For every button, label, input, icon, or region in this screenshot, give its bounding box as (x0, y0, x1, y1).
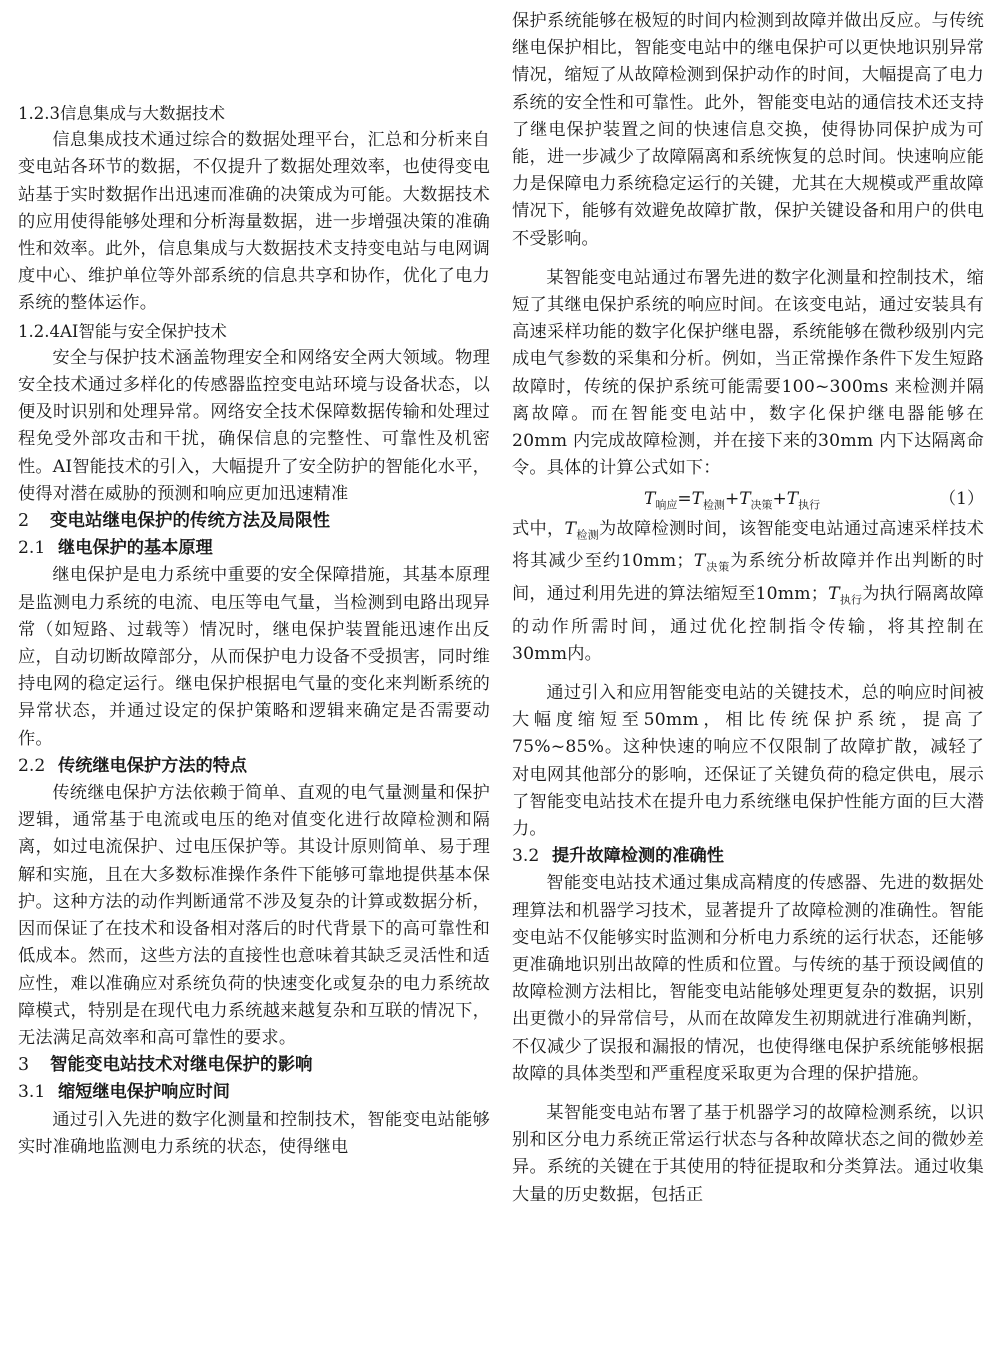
paragraph: 某智能变电站通过布署先进的数字化测量和控制技术，缩短了其继电保护系统的响应时间。在该变电站，通过安装具有高速采样功能的数字化保护继电器，系统能够在微秒级别内完成电气参数的采集和分析。例如，当正常操作条件下发生短路故障时，传统的保护系统可能需要100~300ms 来检测并隔离故障。而在智能变电站中，数字化保护继电器能够在20mm 内完成故障检测，并在接下来的30mm 内下达隔离命令。具体的计算公式如下： (512, 267, 984, 479)
section-1-2-3-heading (18, 100, 490, 127)
section-2-1-heading (18, 535, 490, 562)
section-title: 继电保护的基本原理 (58, 538, 213, 559)
section-number: 2.1 (18, 538, 46, 559)
paragraph: 继电保护是电力系统中重要的安全保障措施，其基本原理是监测电力系统的电流、电压等电气量，当检测到电路出现异常（如短路、过载等）情况时，继电保护装置能迅速作出反应，自动切断故障部分，从而保护电力设备不受损害，同时维持电网的稳定运行。继电保护根据电气量的变化来判断系统的异常状态，并通过设定的保护策略和逻辑来确定是否需要动作。 (18, 565, 490, 749)
section-number: 3.1 (18, 1082, 46, 1103)
section-3-1-heading (18, 1079, 490, 1106)
section-title: AI智能与安全保护技术 (59, 321, 227, 341)
section-title: 提升故障检测的准确性 (552, 846, 724, 867)
right-column (512, 8, 984, 1209)
section-2-heading (18, 508, 490, 535)
section-title: 缩短继电保护响应时间 (58, 1082, 230, 1103)
section-3-heading (18, 1052, 490, 1079)
paragraph: 传统继电保护方法依赖于简单、直观的电气量测量和保护逻辑，通常基于电流或电压的绝对值变化进行故障检测和隔离，如过电流保护、过电压保护等。其设计原则简单、易于理解和实施，且在大多数标准操作条件下能够可靠地提供基本保护。这种方法的动作判断通常不涉及复杂的计算或数据分析，因而保证了在技术和设备相对落后的时代背景下的高可靠性和低成本。然而，这些方法的直接性也意味着其缺乏灵活性和适应性，难以准确应对系统负荷的快速变化或复杂的电力系统故障模式，特别是在现代电力系统越来越复杂和互联的情况下，无法满足高效率和高可靠性的要求。 (18, 783, 490, 1048)
equation-number: （1） (939, 489, 984, 510)
paragraph: 信息集成技术通过综合的数据处理平台，汇总和分析来自变电站各环节的数据，不仅提升了数据处理效率，也使得变电站基于实时数据作出迅速而准确的决策成为可能。大数据技术的应用使得能够处理和分析海量数据，进一步增强决策的准确性和效率。此外，信息集成与大数据技术支持变电站与电网调度中心、维护单位等外部系统的信息共享和协作，优化了电力系统的整体运作。 (18, 130, 490, 314)
equation-expression: $T_{响应}=T_{检测}+T_{决策}+T_{执行}$ (644, 489, 821, 512)
section-title: 智能变电站技术对继电保护的影响 (50, 1055, 313, 1076)
section-number: 2 (18, 511, 30, 532)
section-number: 3.2 (512, 846, 540, 867)
equation-1 (512, 486, 984, 513)
section-title: 传统继电保护方法的特点 (58, 755, 248, 776)
section-2-2-heading (18, 753, 490, 780)
section-title: 变电站继电保护的传统方法及局限性 (50, 511, 330, 532)
equation-explanation: 式中，$T_{检测}$为故障检测时间，该智能变电站通过高速采样技术将其减少至约10mm；$T_{决策}$为系统分析故障并作出判断的时间，通过利用先进的算法缩短至10mm；$T_{执行}$为执行隔离故障的动作所需时间，通过优化控制指令传输，将其控制在30mm内。 (512, 518, 985, 664)
section-number: 1.2.3 (18, 104, 60, 123)
section-title: 信息集成与大数据技术 (59, 104, 225, 123)
section-1-2-4-heading (18, 318, 490, 345)
section-number: 2.2 (18, 755, 46, 776)
paragraph: 智能变电站技术通过集成高精度的传感器、先进的数据处理算法和机器学习技术，显著提升了故障检测的准确性。智能变电站不仅能够实时监测和分析电力系统的运行状态，还能够更准确地识别出故障的性质和位置。与传统的基于预设阈值的故障检测方法相比，智能变电站能够处理更复杂的数据，识别出更微小的异常信号，从而在故障发生初期就进行准确判断，不仅减少了误报和漏报的情况，也使得继电保护系统能够根据故障的具体类型和严重程度采取更为合理的保护措施。 (512, 873, 984, 1084)
section-3-2-heading (512, 843, 984, 870)
paragraph: 某智能变电站布署了基于机器学习的故障检测系统，以识别和区分电力系统正常运行状态与各种故障状态之间的微妙差异。系统的关键在于其使用的特征提取和分类算法。通过收集大量的历史数据，包括正 (512, 1103, 984, 1205)
section-number: 1.2.4 (18, 321, 60, 341)
paragraph: 通过引入和应用智能变电站的关键技术，总的响应时间被大幅度缩短至50mm，相比传统保护系统，提高了75%~85%。这种快速的响应不仅限制了故障扩散，减轻了对电网其他部分的影响，还保证了关键负荷的稳定供电，展示了智能变电站技术在提升电力系统继电保护性能方面的巨大潜力。 (512, 682, 984, 839)
paragraph: 安全与保护技术涵盖物理安全和网络安全两大领域。物理安全技术通过多样化的传感器监控变电站环境与设备状态，以便及时识别和处理异常。网络安全技术保障数据传输和处理过程免受外部攻击和干扰，确保信息的完整性、可靠性及机密性。AI智能技术的引入，大幅提升了安全防护的智能化水平，使得对潜在威胁的预测和响应更加迅速精准 (18, 347, 490, 504)
left-column (18, 100, 490, 1161)
section-number: 3 (18, 1055, 30, 1076)
paragraph: 保护系统能够在极短的时间内检测到故障并做出反应。与传统继电保护相比，智能变电站中的继电保护可以更快地识别异常情况，缩短了从故障检测到保护动作的时间，大幅提高了电力系统的安全性和可靠性。此外，智能变电站的通信技术还支持了继电保护装置之间的快速信息交换，使得协同保护成为可能，进一步减少了故障隔离和系统恢复的总时间。快速响应能力是保障电力系统稳定运行的关键，尤其在大规模或严重故障情况下，能够有效避免故障扩散，保护关键设备和用户的供电不受影响。 (512, 11, 984, 249)
paragraph: 通过引入先进的数字化测量和控制技术，智能变电站能够实时准确地监测电力系统的状态，使得继电 (18, 1109, 490, 1157)
